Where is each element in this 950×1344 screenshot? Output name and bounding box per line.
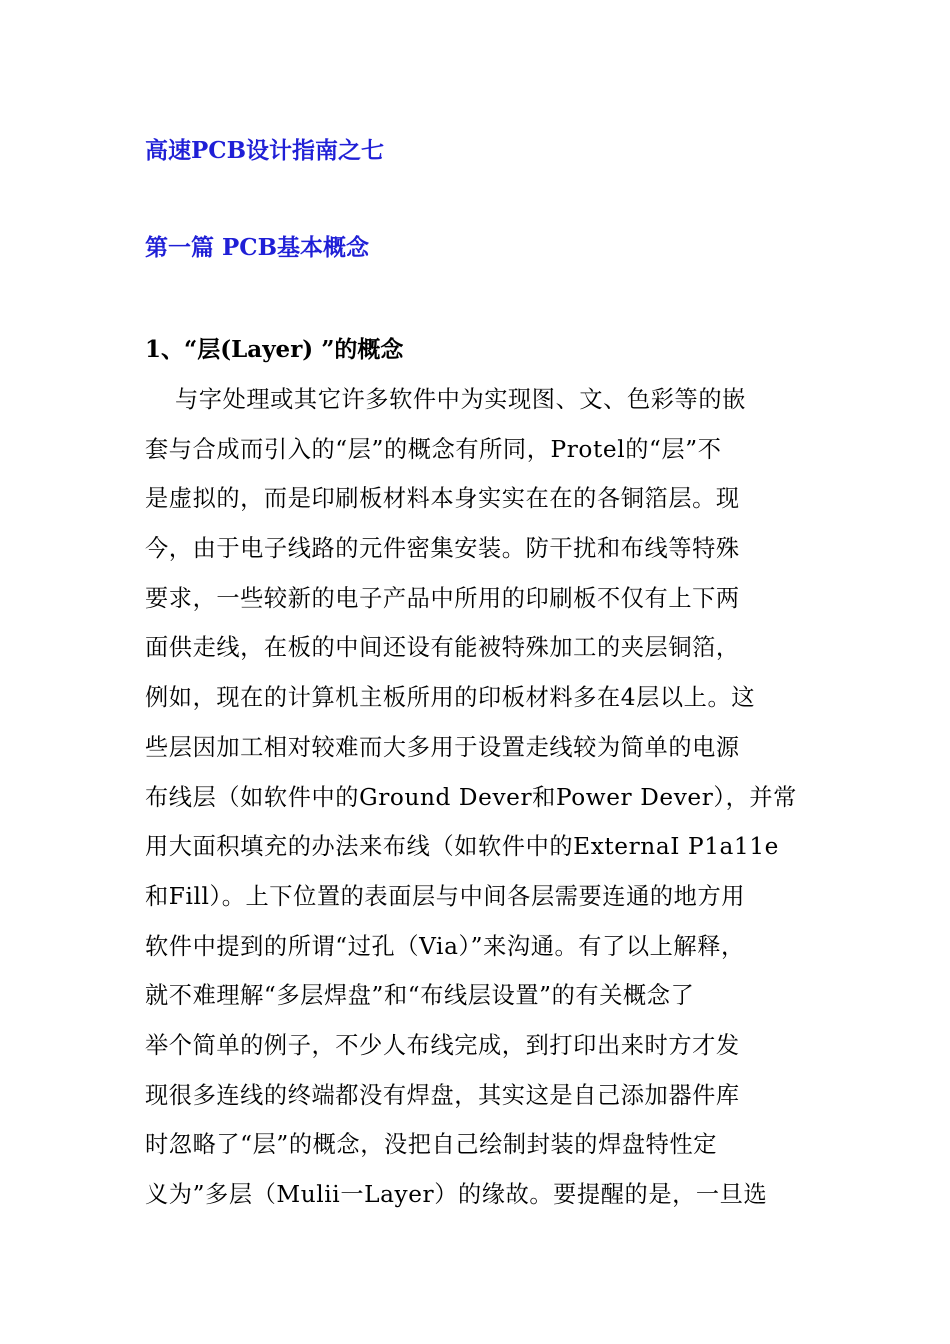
body-line: 与字处理或其它许多软件中为实现图、文、色彩等的嵌	[175, 386, 746, 413]
body-line: 举个简单的例子，不少人布线完成，到打印出来时方才发	[145, 1031, 740, 1059]
body-line: 用大面积填充的办法来布线（如软件中的ExternaI P1a11e	[145, 833, 779, 861]
body-line: 要求，一些较新的电子产品中所用的印刷板不仅有上下两	[145, 584, 740, 612]
chapter-title: 第一篇 PCB基本概念	[145, 234, 370, 261]
body-line: 布线层（如软件中的Ground Dever和Power Dever），并常	[145, 783, 797, 811]
body-line: 和Fill）。上下位置的表面层与中间各层需要连通的地方用	[145, 882, 746, 910]
body-line: 面供走线，在板的中间还设有能被特殊加工的夹层铜箔，	[145, 634, 740, 662]
body-line: 今，由于电子线路的元件密集安装。防干扰和布线等特殊	[145, 535, 740, 563]
document-title: 高速PCB设计指南之七	[145, 137, 385, 164]
body-line: 义为”多层（Mulii一Layer）的缘故。要提醒的是，一旦选	[145, 1181, 768, 1208]
body-line: 就不难理解“多层焊盘”和“布线层设置”的有关概念了	[145, 982, 695, 1010]
body-line: 时忽略了“层”的概念，没把自己绘制封装的焊盘特性定	[145, 1131, 718, 1159]
body-line: 软件中提到的所谓“过孔（Via）”来沟通。有了以上解释，	[145, 932, 745, 960]
body-paragraph	[145, 380, 825, 1225]
body-line: 套与合成而引入的“层”的概念有所同，Protel的“层”不	[145, 435, 722, 463]
section-title: 1、“层(Layer) ”的概念	[145, 336, 404, 363]
body-line: 些层因加工相对较难而大多用于设置走线较为简单的电源	[145, 733, 740, 761]
body-line: 现很多连线的终端都没有焊盘，其实这是自己添加器件库	[145, 1081, 740, 1109]
body-line: 是虚拟的，而是印刷板材料本身实实在在的各铜箔层。现	[145, 485, 740, 513]
body-line: 例如，现在的计算机主板所用的印板材料多在4层以上。这	[145, 684, 756, 712]
